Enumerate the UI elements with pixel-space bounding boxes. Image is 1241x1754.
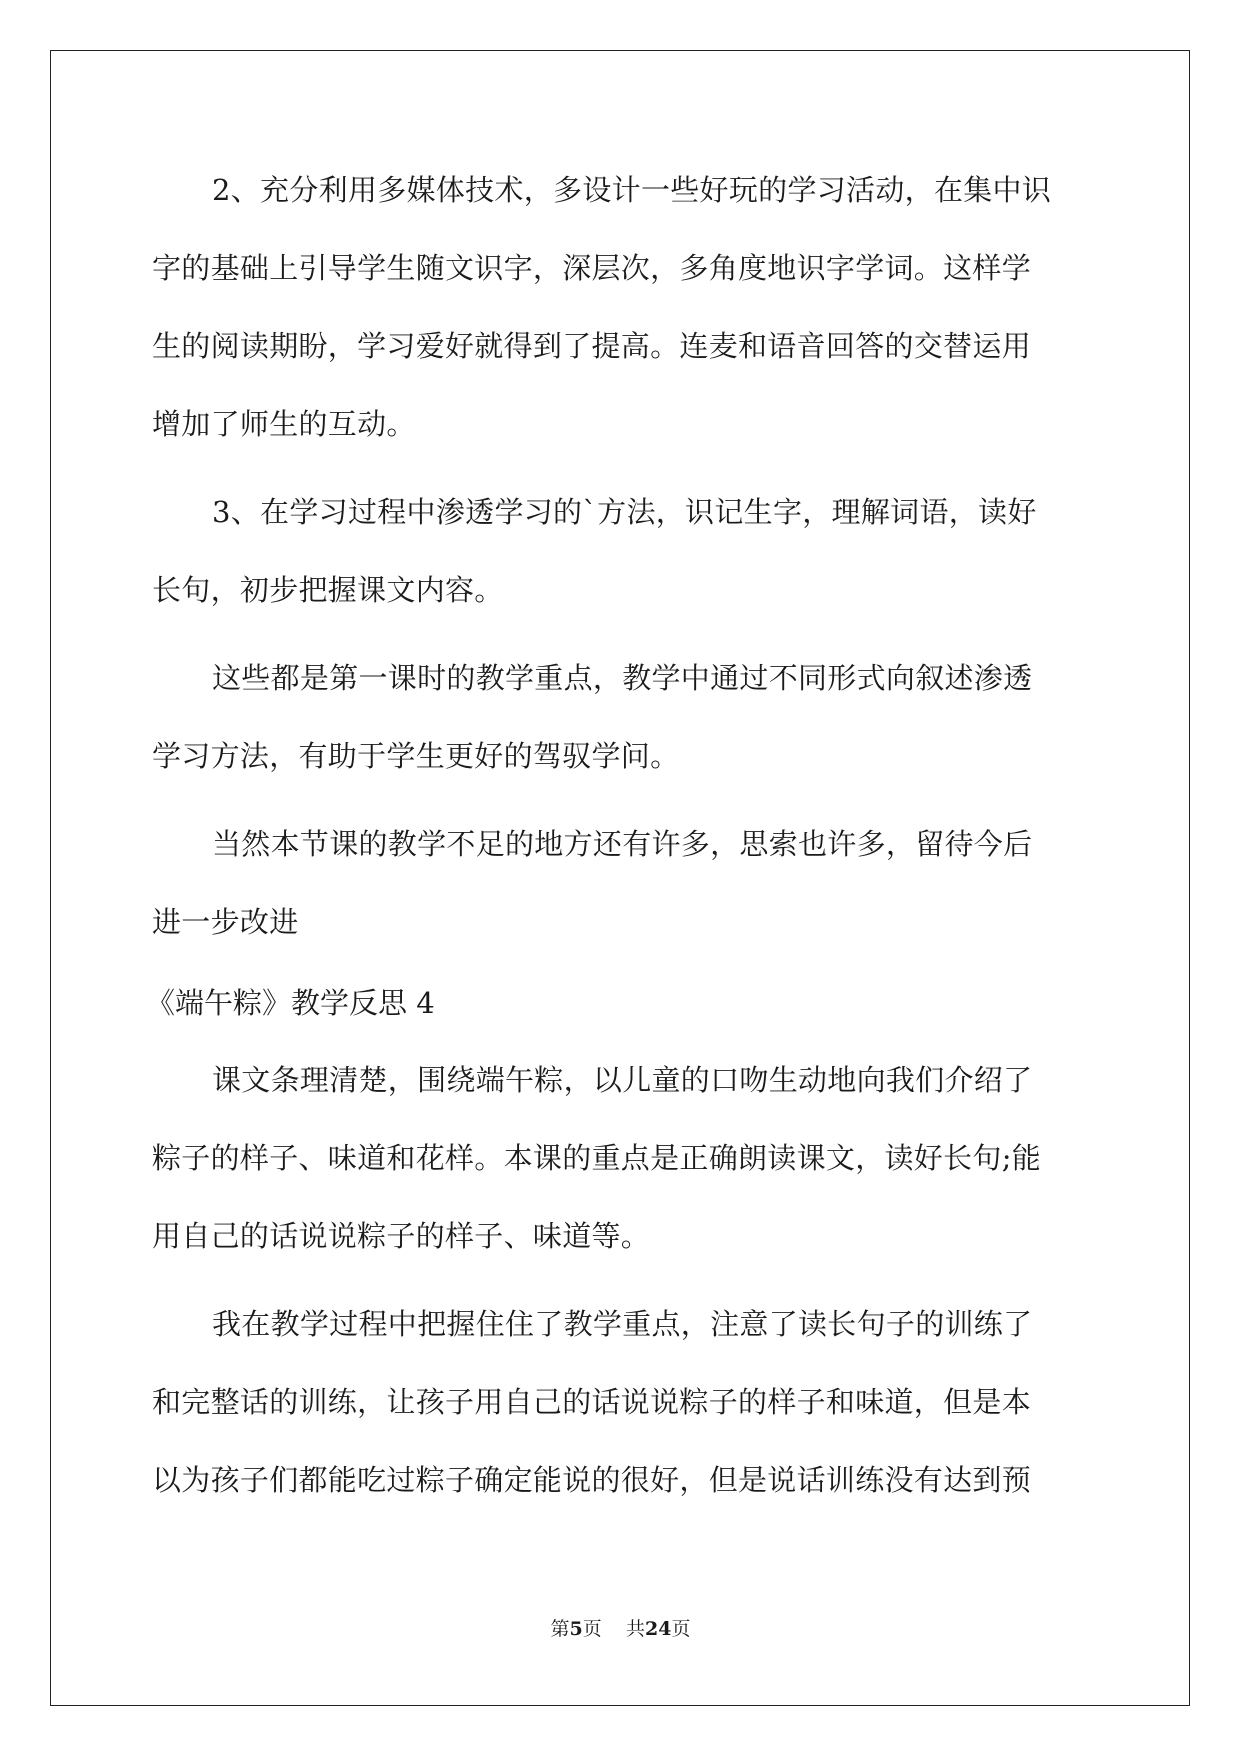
paragraph-line: 增加了师生的互动。 [152,407,416,441]
paragraph-line: 生的阅读期盼，学习爱好就得到了提高。连麦和语音回答的交替运用 [152,329,1032,363]
paragraph-line: 字的基础上引导学生随文识字，深层次，多角度地识字学词。这样学 [152,251,1032,285]
footer-total-suffix: 页 [671,1618,691,1640]
current-page-number: 5 [569,1618,583,1640]
paragraph-line: 当然本节课的教学不足的地方还有许多，思索也许多，留待今后 [212,827,1033,861]
paragraph-line: 粽子的样子、味道和花样。本课的重点是正确朗读课文，读好长句;能 [152,1141,1042,1175]
paragraph-line: 我在教学过程中把握住住了教学重点，注意了读长句子的训练了 [212,1307,1033,1341]
paragraph-line: 3、在学习过程中渗透学习的`方法，识记生字，理解词语，读好 [212,495,1037,529]
paragraph-line: 课文条理清楚，围绕端午粽，以儿童的口吻生动地向我们介绍了 [212,1063,1033,1097]
page-border [50,50,1190,1706]
paragraph-line: 用自己的话说说粽子的样子、味道等。 [152,1219,651,1253]
paragraph-line: 2、充分利用多媒体技术，多设计一些好玩的学习活动，在集中识 [212,173,1052,207]
paragraph-line: 进一步改进 [152,905,299,939]
paragraph-line: 学习方法，有助于学生更好的驾驭学问。 [152,739,680,773]
section-heading: 《端午粽》教学反思 4 [146,986,435,1020]
paragraph-line: 这些都是第一课时的教学重点，教学中通过不同形式向叙述渗透 [212,661,1033,695]
footer-prefix: 第 [550,1618,570,1640]
paragraph-line: 长句，初步把握课文内容。 [152,573,504,607]
paragraph-line: 以为孩子们都能吃过粽子确定能说的很好，但是说话训练没有达到预 [152,1463,1032,1497]
footer-page-suffix: 页 [582,1618,602,1640]
paragraph-line: 和完整话的训练，让孩子用自己的话说说粽子的样子和味道，但是本 [152,1385,1032,1419]
page-footer [0,1617,1241,1641]
footer-total-prefix: 共 [625,1618,645,1640]
total-pages-number: 24 [644,1618,672,1640]
